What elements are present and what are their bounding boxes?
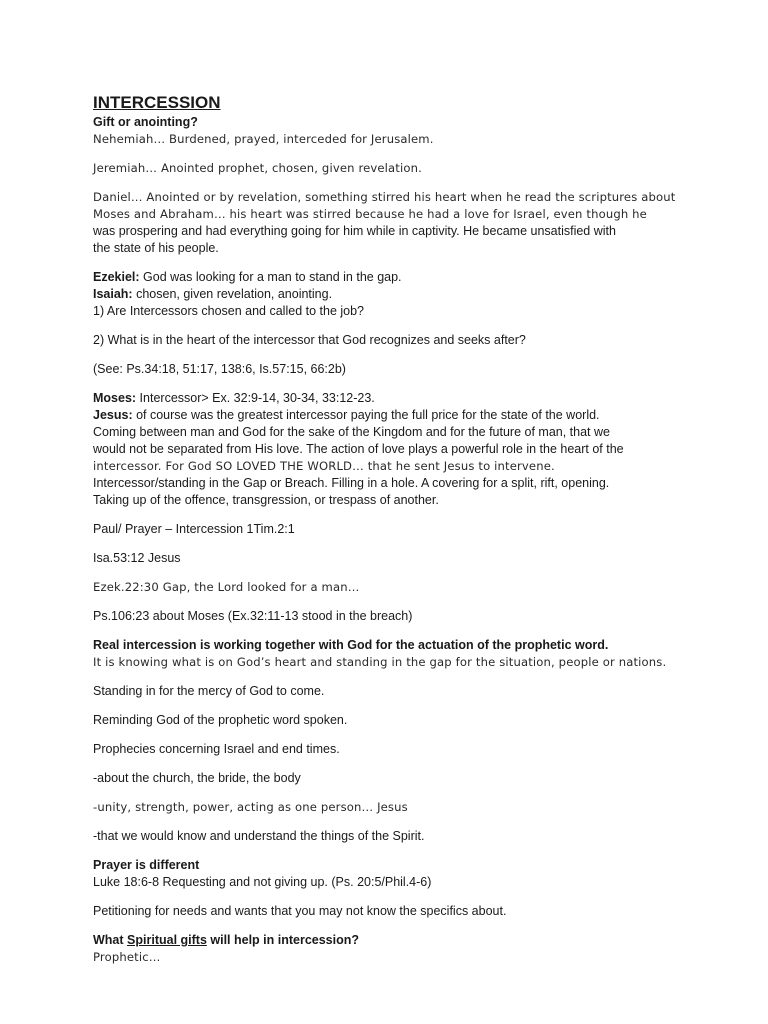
see-references: (See: Ps.34:18, 51:17, 138:6, Is.57:15, 66:2b) <box>93 362 346 376</box>
subtitle-text: Gift or anointing? <box>93 115 198 129</box>
real-intercession-bold: Real intercession is working together with God for the actuation of the prophetic word. <box>93 638 609 652</box>
prayer-bold: Prayer is different <box>93 858 200 872</box>
prayer-heading <box>93 857 693 874</box>
gifts-question-post: will help in intercession? <box>206 933 360 947</box>
real-intercession-text: It is knowing what is on God’s heart and standing in the gap for the situation, people or nations. <box>93 655 667 669</box>
daniel-paragraph <box>93 189 693 257</box>
moses-label: Moses: <box>93 391 137 405</box>
jesus-line-4: intercessor. For God SO LOVED THE WORLD… that he sent Jesus to intervene. <box>93 459 555 473</box>
jeremiah-line: Jeremiah… Anointed prophet, chosen, given revelation. <box>93 161 422 175</box>
daniel-line-1: Daniel… Anointed or by revelation, something stirred his heart when he read the scriptures about <box>93 190 676 204</box>
jesus-line-5: Intercessor/standing in the Gap or Breach. Filling in a hole. A covering for a split, rift, opening. <box>93 476 610 490</box>
unity-line: -unity, strength, power, acting as one person… Jesus <box>93 800 408 814</box>
ezekiel-text: God was looking for a man to stand in the gap. <box>139 270 402 284</box>
prophetic-line: Prophetic… <box>93 950 161 964</box>
jesus-text: of course was the greatest intercessor paying the full price for the state of the world. <box>132 408 600 422</box>
isaiah-label: Isaiah: <box>93 287 133 301</box>
subtitle <box>93 114 693 131</box>
luke-line: Luke 18:6-8 Requesting and not giving up. (Ps. 20:5/Phil.4-6) <box>93 875 432 889</box>
real-intercession-heading <box>93 637 693 654</box>
standing-line: Standing in for the mercy of God to come. <box>93 684 325 698</box>
jesus-line-1 <box>93 407 693 424</box>
question-2: 2) What is in the heart of the intercessor that God recognizes and seeks after? <box>93 333 526 347</box>
prophecies-line: Prophecies concerning Israel and end times. <box>93 742 340 756</box>
ezekiel-isaiah-block <box>93 269 693 320</box>
jesus-line-6: Taking up of the offence, transgression, or trespass of another. <box>93 493 439 507</box>
spiritual-gifts-link[interactable]: Spiritual gifts <box>127 933 207 947</box>
document-page <box>93 92 693 966</box>
jesus-label: Jesus: <box>93 408 133 422</box>
ps-line: Ps.106:23 about Moses (Ex.32:11-13 stood in the breach) <box>93 609 413 623</box>
gifts-question <box>93 932 693 949</box>
petitioning-line: Petitioning for needs and wants that you may not know the specifics about. <box>93 904 507 918</box>
ezekiel-line <box>93 269 693 286</box>
prayer-block <box>93 857 693 891</box>
isaiah-text: chosen, given revelation, anointing. <box>132 287 333 301</box>
real-intercession-block <box>93 637 693 671</box>
gifts-question-text <box>93 933 359 947</box>
daniel-line-2: Moses and Abraham… his heart was stirred because he had a love for Israel, even though he <box>93 207 647 221</box>
paul-line: Paul/ Prayer – Intercession 1Tim.2:1 <box>93 522 295 536</box>
church-line: -about the church, the bride, the body <box>93 771 301 785</box>
nehemiah-line: Nehemiah… Burdened, prayed, interceded for Jerusalem. <box>93 132 434 146</box>
daniel-line-3: was prospering and had everything going for him while in captivity. He became unsatisfied with <box>93 224 616 238</box>
gifts-question-pre: What <box>93 933 128 947</box>
page-title: INTERCESSION <box>93 93 221 112</box>
reminding-line: Reminding God of the prophetic word spoken. <box>93 713 348 727</box>
moses-jesus-block <box>93 390 693 509</box>
daniel-line-4: the state of his people. <box>93 241 219 255</box>
isaiah-line <box>93 286 693 303</box>
ezekiel-label: Ezekiel: <box>93 270 140 284</box>
jesus-line-2: Coming between man and God for the sake of the Kingdom and for the future of man, that we <box>93 425 610 439</box>
spirit-line: -that we would know and understand the things of the Spirit. <box>93 829 425 843</box>
ezek-line: Ezek.22:30 Gap, the Lord looked for a man… <box>93 580 360 594</box>
moses-text: Intercessor> Ex. 32:9-14, 30-34, 33:12-23. <box>136 391 375 405</box>
gifts-block <box>93 932 693 966</box>
isa-line: Isa.53:12 Jesus <box>93 551 181 565</box>
question-1: 1) Are Intercessors chosen and called to the job? <box>93 304 364 318</box>
moses-line <box>93 390 693 407</box>
jesus-line-3: would not be separated from His love. The action of love plays a powerful role in the heart of the <box>93 442 624 456</box>
